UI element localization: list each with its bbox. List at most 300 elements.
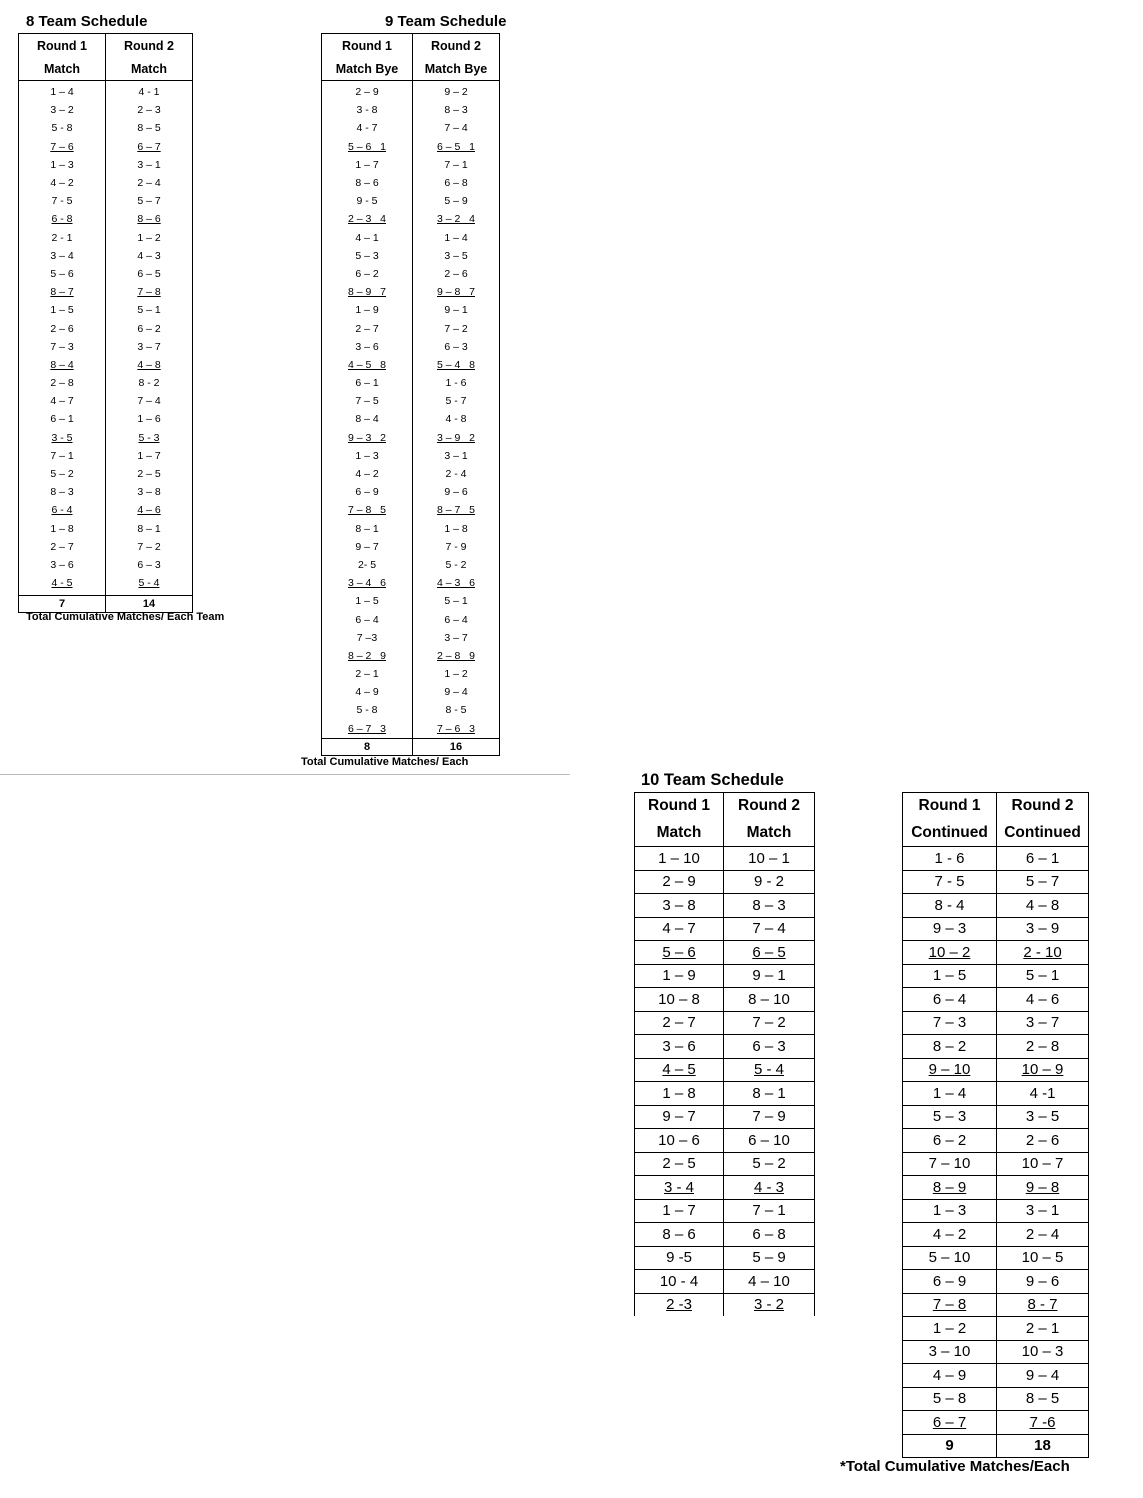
match-cell (997, 1152, 1089, 1176)
match-cell (106, 210, 193, 228)
match-value: 5 – 7 (1025, 873, 1060, 891)
table-row (322, 301, 500, 319)
match-cell (724, 964, 815, 988)
table-row (322, 247, 500, 265)
match-cell (19, 119, 106, 137)
match-value: 4 – 2 (355, 468, 379, 481)
match-value: 1 – 3 (932, 1202, 967, 1220)
table-row (903, 1246, 1089, 1270)
match-cell (19, 538, 106, 556)
match-cell (19, 265, 106, 283)
schedule-10-continued-table (902, 792, 1089, 1458)
match-cell (997, 988, 1089, 1012)
match-cell (106, 410, 193, 428)
match-cell (106, 501, 193, 519)
match-value: 9 – 4 (1025, 1366, 1060, 1384)
match-value: 2 – 1 (1025, 1319, 1060, 1337)
total-cell: 7 (19, 596, 106, 613)
table-row (903, 847, 1089, 871)
match-cell (997, 894, 1089, 918)
match-value: 8 - 7 (1027, 1296, 1058, 1314)
match-value: 4 – 5 (662, 1061, 696, 1079)
match-cell (997, 1223, 1089, 1247)
table-row (322, 574, 500, 592)
match-value: 6 – 8 (752, 1225, 786, 1243)
table-row (635, 894, 815, 918)
column-header: Match (724, 820, 815, 847)
table-row (635, 1011, 815, 1035)
match-cell (635, 1129, 724, 1153)
match-value: 10 – 2 (928, 943, 971, 961)
match-value: 2 - 10 (1023, 943, 1062, 961)
match-cell (106, 356, 193, 374)
match-cell (19, 138, 106, 156)
schedule-10-continued-body (903, 793, 1089, 1458)
match-value: 4 – 9 (932, 1366, 967, 1384)
table-row (19, 501, 193, 519)
match-value: 10 – 6 (658, 1131, 700, 1149)
match-value: 8 – 2 (932, 1037, 967, 1055)
match-cell (19, 174, 106, 192)
match-value: 8 – 5 (1025, 1390, 1060, 1408)
match-cell (903, 1340, 997, 1364)
match-value: 3 – 4 (50, 249, 74, 262)
match-cell (635, 1199, 724, 1223)
match-cell (903, 1364, 997, 1388)
table-row (635, 1105, 815, 1129)
match-cell (322, 720, 413, 739)
match-cell (635, 1152, 724, 1176)
match-cell (903, 988, 997, 1012)
match-value: 6 – 2 (932, 1131, 967, 1149)
header-row (903, 820, 1089, 847)
table-row (19, 81, 193, 102)
match-value: 8 – 6 (355, 177, 379, 190)
table-row (903, 988, 1089, 1012)
match-value: 4 – 1 (355, 231, 379, 244)
match-value: 2 – 8 (1025, 1037, 1060, 1055)
table-row (635, 941, 815, 965)
match-cell (903, 941, 997, 965)
table-row (903, 1411, 1089, 1435)
table-row (19, 520, 193, 538)
match-cell (413, 356, 500, 374)
table-row (19, 174, 193, 192)
match-value: 5 - 8 (51, 122, 73, 135)
match-cell (413, 683, 500, 701)
table-row (322, 319, 500, 337)
table-row (322, 501, 500, 519)
match-value: 5 – 3 (932, 1108, 967, 1126)
match-value: 6 – 9 (355, 486, 379, 499)
match-value: 2 – 5 (137, 468, 161, 481)
match-value: 6 – 1 (355, 377, 379, 390)
match-cell (413, 392, 500, 410)
match-value: 3 – 2 (50, 104, 74, 117)
table-row (322, 210, 500, 228)
match-value: 9 – 2 (444, 86, 468, 99)
table-row (322, 410, 500, 428)
match-value: 4 – 3 6 (437, 577, 475, 590)
table-row (635, 1246, 815, 1270)
match-cell (19, 483, 106, 501)
match-cell (106, 229, 193, 247)
table-row (635, 1152, 815, 1176)
table-row (903, 1364, 1089, 1388)
table-row (19, 119, 193, 137)
table-row (635, 1129, 815, 1153)
match-value: 3 - 2 (753, 1296, 784, 1314)
match-value: 4 – 9 (355, 686, 379, 699)
match-value: 9 – 4 (444, 686, 468, 699)
match-value: 9 – 1 (444, 304, 468, 317)
schedule-8-title: 8 Team Schedule (26, 13, 148, 30)
match-value: 4 – 10 (748, 1272, 790, 1290)
match-value: 9 – 3 2 (348, 431, 386, 444)
match-cell (997, 964, 1089, 988)
table-row (903, 1082, 1089, 1106)
match-cell (903, 1105, 997, 1129)
match-value: 2 – 6 (1025, 1131, 1060, 1149)
schedule-8-table (18, 33, 193, 613)
match-value: 6 – 1 (1025, 849, 1060, 867)
match-value: 8 – 1 (355, 522, 379, 535)
match-value: 7 – 2 (137, 540, 161, 553)
match-cell (322, 392, 413, 410)
match-cell (903, 1082, 997, 1106)
table-row (19, 447, 193, 465)
match-value: 2 – 7 (50, 540, 74, 553)
match-value: 4 – 2 (932, 1225, 967, 1243)
match-cell (322, 338, 413, 356)
match-cell (322, 81, 413, 102)
table-row (322, 356, 500, 374)
table-row (635, 1270, 815, 1294)
match-value: 8 – 1 (752, 1084, 786, 1102)
match-value: 7 – 5 (355, 395, 379, 408)
match-cell (322, 501, 413, 519)
header-row (322, 34, 500, 58)
match-value: 9 – 6 (444, 486, 468, 499)
table-row (903, 917, 1089, 941)
match-value: 5 – 1 (1025, 967, 1060, 985)
match-cell (19, 101, 106, 119)
totals-row (322, 738, 500, 755)
match-value: 2 – 7 (662, 1014, 696, 1032)
match-cell (413, 338, 500, 356)
match-value: 6 – 7 (137, 140, 161, 153)
match-cell (322, 683, 413, 701)
match-value: 2- 5 (357, 558, 377, 571)
total-cell: 16 (413, 738, 500, 755)
match-cell (413, 247, 500, 265)
match-cell (724, 1293, 815, 1316)
match-cell (19, 429, 106, 447)
match-cell (903, 1223, 997, 1247)
column-header: Continued (903, 820, 997, 847)
match-value: 3 - 8 (356, 104, 378, 117)
match-cell (997, 1129, 1089, 1153)
table-row (19, 392, 193, 410)
match-cell (997, 870, 1089, 894)
match-cell (635, 894, 724, 918)
match-cell (322, 538, 413, 556)
match-cell (106, 574, 193, 596)
match-cell (903, 1411, 997, 1435)
table-row (322, 283, 500, 301)
table-row (322, 392, 500, 410)
match-cell (903, 847, 997, 871)
match-cell (635, 1082, 724, 1106)
total-cell: 18 (997, 1434, 1089, 1457)
match-cell (413, 574, 500, 592)
match-value: 3 – 6 (355, 340, 379, 353)
match-cell (903, 894, 997, 918)
match-cell (106, 465, 193, 483)
match-cell (413, 501, 500, 519)
table-row (635, 847, 815, 871)
match-cell (322, 301, 413, 319)
table-row (322, 101, 500, 119)
match-value: 5 – 2 (50, 468, 74, 481)
table-row (903, 1199, 1089, 1223)
match-cell (413, 174, 500, 192)
match-value: 1 – 9 (662, 967, 696, 985)
match-value: 4 – 2 (50, 177, 74, 190)
match-cell (413, 319, 500, 337)
match-cell (903, 1387, 997, 1411)
table-row (19, 356, 193, 374)
table-row (19, 229, 193, 247)
match-value: 2 – 8 (50, 377, 74, 390)
match-value: 1 – 7 (355, 158, 379, 171)
match-value: 5 - 2 (445, 558, 467, 571)
match-cell (19, 374, 106, 392)
match-cell (322, 283, 413, 301)
match-value: 8 – 5 (137, 122, 161, 135)
match-value: 1 – 4 (50, 86, 74, 99)
match-value: 8 – 4 (50, 358, 74, 371)
match-value: 9 – 10 (928, 1061, 971, 1079)
table-row (19, 265, 193, 283)
match-cell (635, 1176, 724, 1200)
table-row (19, 574, 193, 596)
table-row (19, 319, 193, 337)
match-cell (635, 964, 724, 988)
match-value: 3 – 8 (137, 486, 161, 499)
match-value: 3 – 9 (1025, 920, 1060, 938)
match-cell (903, 1199, 997, 1223)
match-cell (413, 229, 500, 247)
match-value: 6 – 5 1 (437, 140, 475, 153)
match-cell (724, 1199, 815, 1223)
header-row (903, 793, 1089, 820)
table-row (322, 447, 500, 465)
match-cell (322, 483, 413, 501)
match-value: 1 – 6 (137, 413, 161, 426)
match-cell (322, 174, 413, 192)
match-cell (322, 192, 413, 210)
schedule-10-note: *Total Cumulative Matches/Each (840, 1458, 1070, 1475)
table-row (322, 465, 500, 483)
column-header: Round 1 (635, 793, 724, 820)
match-cell (903, 1058, 997, 1082)
match-cell (106, 138, 193, 156)
table-row (903, 1223, 1089, 1247)
match-cell (19, 356, 106, 374)
table-row (903, 1105, 1089, 1129)
match-cell (19, 156, 106, 174)
match-value: 8 - 2 (138, 377, 160, 390)
match-cell (106, 283, 193, 301)
table-row (322, 720, 500, 739)
match-cell (413, 156, 500, 174)
table-row (635, 1058, 815, 1082)
match-value: 8 – 7 5 (437, 504, 475, 517)
table-row (322, 665, 500, 683)
match-value: 1 - 6 (934, 849, 965, 867)
match-cell (19, 410, 106, 428)
match-value: 5 - 3 (138, 431, 160, 444)
match-value: 5 – 9 (444, 195, 468, 208)
table-row (19, 538, 193, 556)
match-value: 3 - 5 (51, 431, 73, 444)
match-cell (19, 574, 106, 596)
total-cell: 8 (322, 738, 413, 755)
match-value: 5 - 4 (753, 1061, 784, 1079)
match-cell (724, 988, 815, 1012)
match-value: 5 – 4 8 (437, 358, 475, 371)
match-cell (106, 192, 193, 210)
match-value: 7 – 4 (444, 122, 468, 135)
match-cell (106, 265, 193, 283)
match-value: 10 – 1 (748, 849, 790, 867)
match-cell (997, 1058, 1089, 1082)
table-row (635, 917, 815, 941)
match-cell (413, 701, 500, 719)
match-cell (413, 265, 500, 283)
table-row (635, 964, 815, 988)
match-cell (106, 538, 193, 556)
match-value: 7 – 9 (752, 1108, 786, 1126)
match-value: 4 – 3 (137, 249, 161, 262)
column-header: Continued (997, 820, 1089, 847)
match-value: 3 - 4 (663, 1178, 694, 1196)
table-row (903, 964, 1089, 988)
table-row (19, 283, 193, 301)
match-cell (903, 1129, 997, 1153)
column-header: Round 2 (106, 34, 193, 58)
match-cell (903, 1246, 997, 1270)
table-row (903, 941, 1089, 965)
match-value: 7 -6 (1029, 1413, 1056, 1431)
match-value: 4 - 7 (356, 122, 378, 135)
schedule-9-body (322, 34, 500, 756)
match-value: 1 - 6 (445, 377, 467, 390)
match-value: 2 – 9 (355, 86, 379, 99)
match-value: 8 - 5 (445, 704, 467, 717)
table-row (635, 1082, 815, 1106)
match-cell (724, 941, 815, 965)
match-cell (106, 81, 193, 102)
schedule-9-table (321, 33, 500, 756)
total-cell: 14 (106, 596, 193, 613)
match-cell (724, 1152, 815, 1176)
match-value: 4 - 3 (753, 1178, 784, 1196)
table-row (19, 429, 193, 447)
match-cell (19, 301, 106, 319)
match-value: 1 – 3 (355, 449, 379, 462)
match-cell (322, 647, 413, 665)
match-cell (413, 483, 500, 501)
match-cell (997, 1082, 1089, 1106)
match-cell (997, 1364, 1089, 1388)
match-cell (19, 319, 106, 337)
match-value: 5 – 10 (928, 1249, 971, 1267)
match-cell (997, 1011, 1089, 1035)
match-cell (322, 610, 413, 628)
match-value: 7 – 4 (137, 395, 161, 408)
match-cell (724, 1176, 815, 1200)
match-cell (322, 210, 413, 228)
match-cell (997, 1270, 1089, 1294)
match-cell (322, 665, 413, 683)
match-value: 5 – 2 (752, 1155, 786, 1173)
match-value: 7 - 5 (51, 195, 73, 208)
match-value: 6 – 3 (137, 558, 161, 571)
match-cell (997, 1293, 1089, 1317)
schedule-10-title: 10 Team Schedule (641, 771, 784, 789)
header-row (19, 34, 193, 58)
match-value: 8 – 9 7 (348, 286, 386, 299)
match-value: 2 – 3 (137, 104, 161, 117)
match-cell (724, 870, 815, 894)
match-value: 10 - 4 (659, 1272, 699, 1290)
table-row (903, 1129, 1089, 1153)
match-cell (413, 556, 500, 574)
match-value: 3 – 8 (662, 896, 696, 914)
match-cell (413, 665, 500, 683)
table-row (903, 1176, 1089, 1200)
schedule-8-body (19, 34, 193, 613)
table-row (903, 1270, 1089, 1294)
table-row (322, 119, 500, 137)
match-value: 4 - 8 (445, 413, 467, 426)
match-value: 7 - 5 (934, 873, 965, 891)
match-cell (19, 392, 106, 410)
match-value: 8 – 6 (137, 213, 161, 226)
match-cell (997, 1199, 1089, 1223)
match-cell (903, 870, 997, 894)
match-value: 9 - 5 (356, 195, 378, 208)
match-value: 5 - 8 (356, 704, 378, 717)
header-row (635, 793, 815, 820)
match-cell (322, 556, 413, 574)
match-cell (997, 1387, 1089, 1411)
match-cell (635, 988, 724, 1012)
match-cell (19, 247, 106, 265)
match-value: 5 - 4 (138, 577, 160, 590)
match-cell (635, 1293, 724, 1316)
match-cell (19, 81, 106, 102)
match-cell (997, 1035, 1089, 1059)
match-value: 1 – 2 (932, 1319, 967, 1337)
match-value: 8 – 3 (50, 486, 74, 499)
match-value: 2 – 4 (1025, 1225, 1060, 1243)
match-cell (413, 465, 500, 483)
match-cell (903, 1270, 997, 1294)
match-cell (106, 247, 193, 265)
